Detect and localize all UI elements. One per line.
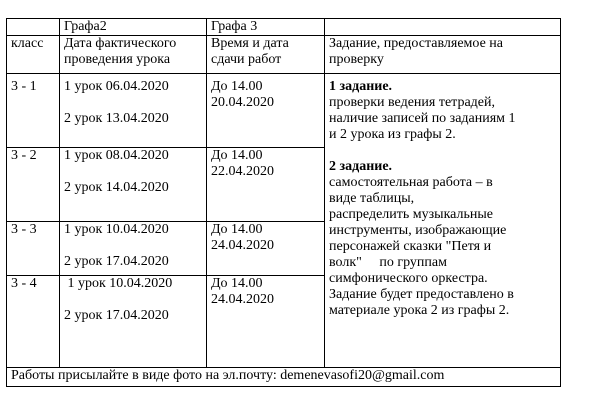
class-cell: [7, 276, 60, 368]
lesson-1-date: 1 урок 08.04.2020: [64, 148, 169, 163]
class-label: 3 - 3: [11, 222, 37, 237]
task-2-line: виде таблицы,: [329, 191, 415, 206]
deadline-date: 24.04.2020: [211, 292, 274, 307]
schedule-table: [6, 18, 561, 387]
lesson-dates-cell: [60, 148, 207, 222]
header-row: [7, 36, 561, 74]
header-lesson-date-line1: Дата фактического: [64, 36, 177, 51]
task-2-line: волк" по группам: [329, 255, 447, 270]
deadline-date: 20.04.2020: [211, 95, 274, 110]
header-deadline: [207, 36, 325, 74]
header-task-line1: Задание, предоставляемое на: [329, 36, 503, 51]
header-task: [325, 36, 561, 74]
class-cell: [7, 222, 60, 276]
deadline-cell: [207, 222, 325, 276]
header-deadline-line2: сдачи работ: [211, 52, 282, 67]
task-2-line: материале урока 2 из графы 2.: [329, 303, 510, 318]
task-2-title: 2 задание.: [329, 159, 393, 174]
task-2-line: самостоятельная работа – в: [329, 175, 493, 190]
task-1-title: 1 задание.: [329, 79, 393, 94]
deadline-time: До 14.00: [211, 276, 263, 291]
top-cell-empty-4: [325, 19, 561, 36]
top-cell-empty-1: [7, 19, 60, 36]
column-number-row: [7, 19, 561, 36]
lesson-2-date: 2 урок 14.04.2020: [64, 180, 169, 195]
task-description-cell: [325, 74, 561, 368]
deadline-time: До 14.00: [211, 148, 263, 163]
class-label: 3 - 4: [11, 276, 37, 291]
footer-note: Работы присылайте в виде фото на эл.почту: demenevasofi20@gmail.com: [7, 368, 561, 387]
table-row: [7, 74, 561, 148]
column-label-grafa3: Графа 3: [207, 19, 325, 36]
lesson-1-date: 1 урок 10.04.2020: [64, 222, 169, 237]
header-task-line2: проверку: [329, 52, 384, 67]
task-1-line: проверки ведения тетрадей,: [329, 95, 496, 110]
deadline-time: До 14.00: [211, 222, 263, 237]
lesson-dates-cell: [60, 74, 207, 148]
deadline-date: 24.04.2020: [211, 238, 274, 253]
lesson-1-date: 1 урок 10.04.2020: [64, 276, 173, 291]
header-class: [7, 36, 60, 74]
lesson-2-date: 2 урок 13.04.2020: [64, 111, 169, 126]
footer-row: [7, 368, 561, 387]
task-2-line: инструменты, изображающие: [329, 223, 507, 238]
task-2-line: распределить музыкальные: [329, 207, 493, 222]
class-cell: [7, 148, 60, 222]
deadline-cell: [207, 148, 325, 222]
lesson-dates-cell: [60, 276, 207, 368]
deadline-date: 22.04.2020: [211, 164, 274, 179]
task-2-line: Задание будет предоставлено в: [329, 287, 514, 302]
class-cell: [7, 74, 60, 148]
lesson-2-date: 2 урок 17.04.2020: [64, 308, 169, 323]
task-1-line: наличие записей по заданиям 1: [329, 111, 516, 126]
header-class-text: класс: [11, 36, 44, 51]
class-label: 3 - 1: [11, 79, 37, 94]
lesson-2-date: 2 урок 17.04.2020: [64, 254, 169, 269]
task-2-line: симфонического оркестра.: [329, 271, 488, 286]
task-2-line: персонажей сказки "Петя и: [329, 239, 492, 254]
lesson-1-date: 1 урок 06.04.2020: [64, 79, 169, 94]
class-label: 3 - 2: [11, 148, 37, 163]
deadline-time: До 14.00: [211, 79, 263, 94]
header-lesson-date-line2: проведения урока: [64, 52, 171, 67]
task-1-line: и 2 урока из графы 2.: [329, 127, 456, 142]
header-lesson-date: [60, 36, 207, 74]
deadline-cell: [207, 74, 325, 148]
header-deadline-line1: Время и дата: [211, 36, 289, 51]
lesson-dates-cell: [60, 222, 207, 276]
column-label-grafa2: Графа2: [60, 19, 207, 36]
deadline-cell: [207, 276, 325, 368]
